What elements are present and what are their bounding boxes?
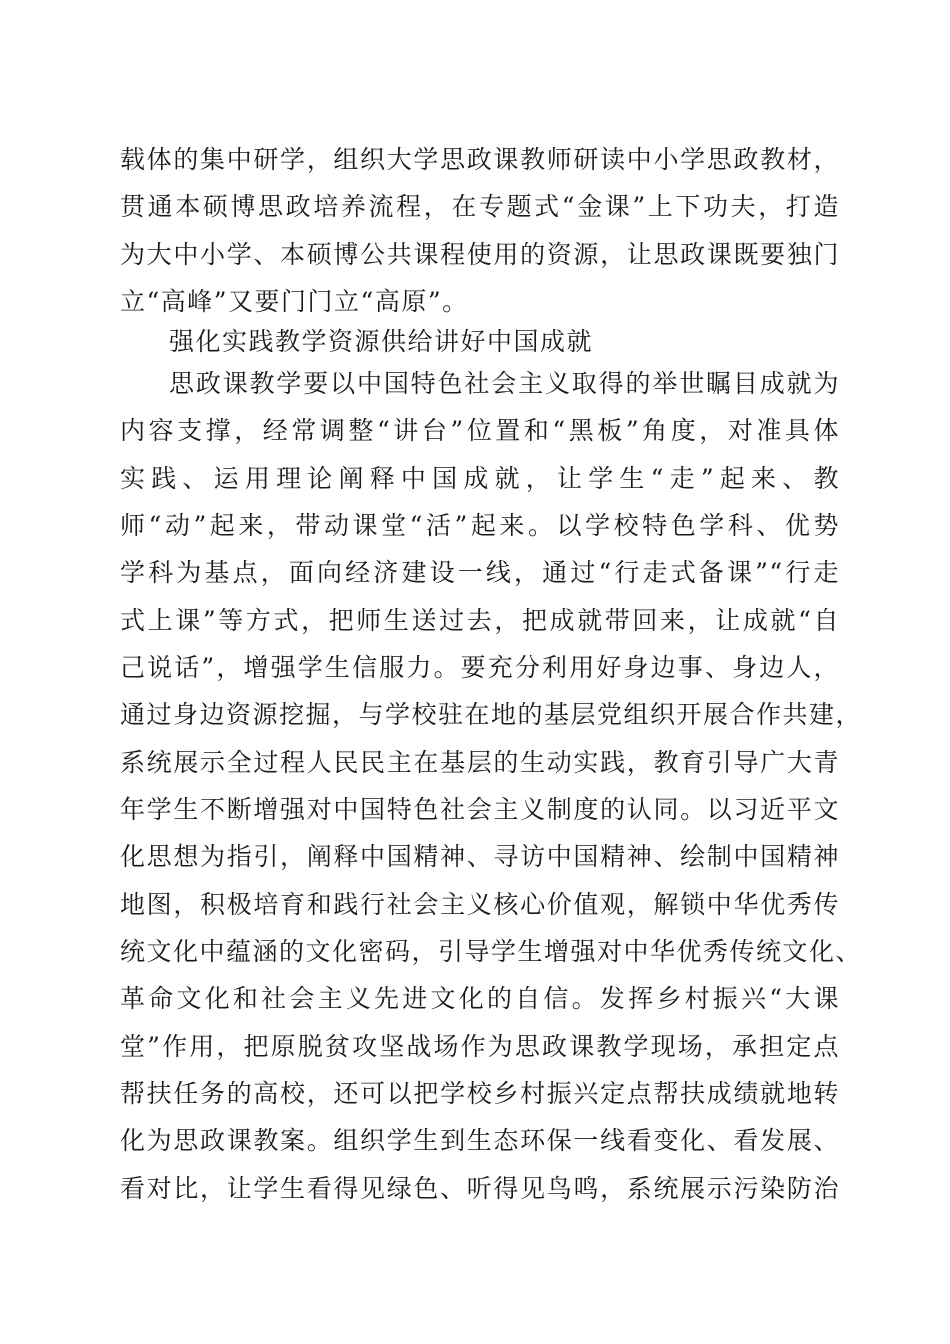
text-line: 统文化中蕴涵的文化密码，引导学生增强对中华优秀传统文化、 [120, 937, 863, 966]
text-line: 化思想为指引，阐释中国精神、寻访中国精神、绘制中国精神 [120, 842, 840, 871]
text-line: 化为思政课教案。组织学生到生态环保一线看变化、看发展、 [120, 1126, 840, 1155]
text-line: 年学生不断增强对中国特色社会主义制度的认同。以习近平文 [120, 795, 840, 824]
text-line: 立“高峰”又要门门立“高原”。 [120, 287, 469, 316]
text-line: 内容支撑，经常调整“讲台”位置和“黑板”角度，对准具体 [120, 416, 840, 445]
text-line: 系统展示全过程人民民主在基层的生动实践，教育引导广大青 [120, 748, 840, 777]
section-heading: 强化实践教学资源供给讲好中国成就 [169, 327, 594, 356]
text-line: 地图，积极培育和践行社会主义核心价值观，解锁中华优秀传 [120, 890, 840, 919]
text-line: 堂”作用，把原脱贫攻坚战场作为思政课教学现场，承担定点 [120, 1032, 840, 1061]
text-line: 通过身边资源挖掘，与学校驻在地的基层党组织开展合作共建， [120, 700, 863, 729]
text-line: 实践、运用理论阐释中国成就，让学生“走”起来、教 [120, 464, 840, 493]
text-line: 看对比，让学生看得见绿色、听得见鸟鸣，系统展示污染防治 [120, 1174, 840, 1203]
text-line: 革命文化和社会主义先进文化的自信。发挥乡村振兴“大课 [120, 984, 840, 1013]
text-line: 载体的集中研学，组织大学思政课教师研读中小学思政教材， [120, 145, 840, 174]
text-line: 式上课”等方式，把师生送过去，把成就带回来，让成就“自 [120, 606, 840, 635]
text-line: 帮扶任务的高校，还可以把学校乡村振兴定点帮扶成绩就地转 [120, 1079, 840, 1108]
text-line: 师“动”起来，带动课堂“活”起来。以学校特色学科、优势 [120, 511, 840, 540]
text-line: 学科为基点，面向经济建设一线，通过“行走式备课”“行走 [120, 558, 840, 587]
text-line: 思政课教学要以中国特色社会主义取得的举世瞩目成就为 [169, 369, 840, 398]
text-line: 贯通本硕博思政培养流程，在专题式“金课”上下功夫，打造 [120, 192, 840, 221]
text-line: 己说话”，增强学生信服力。要充分利用好身边事、身边人， [120, 653, 840, 682]
text-line: 为大中小学、本硕博公共课程使用的资源，让思政课既要独门 [120, 240, 840, 269]
